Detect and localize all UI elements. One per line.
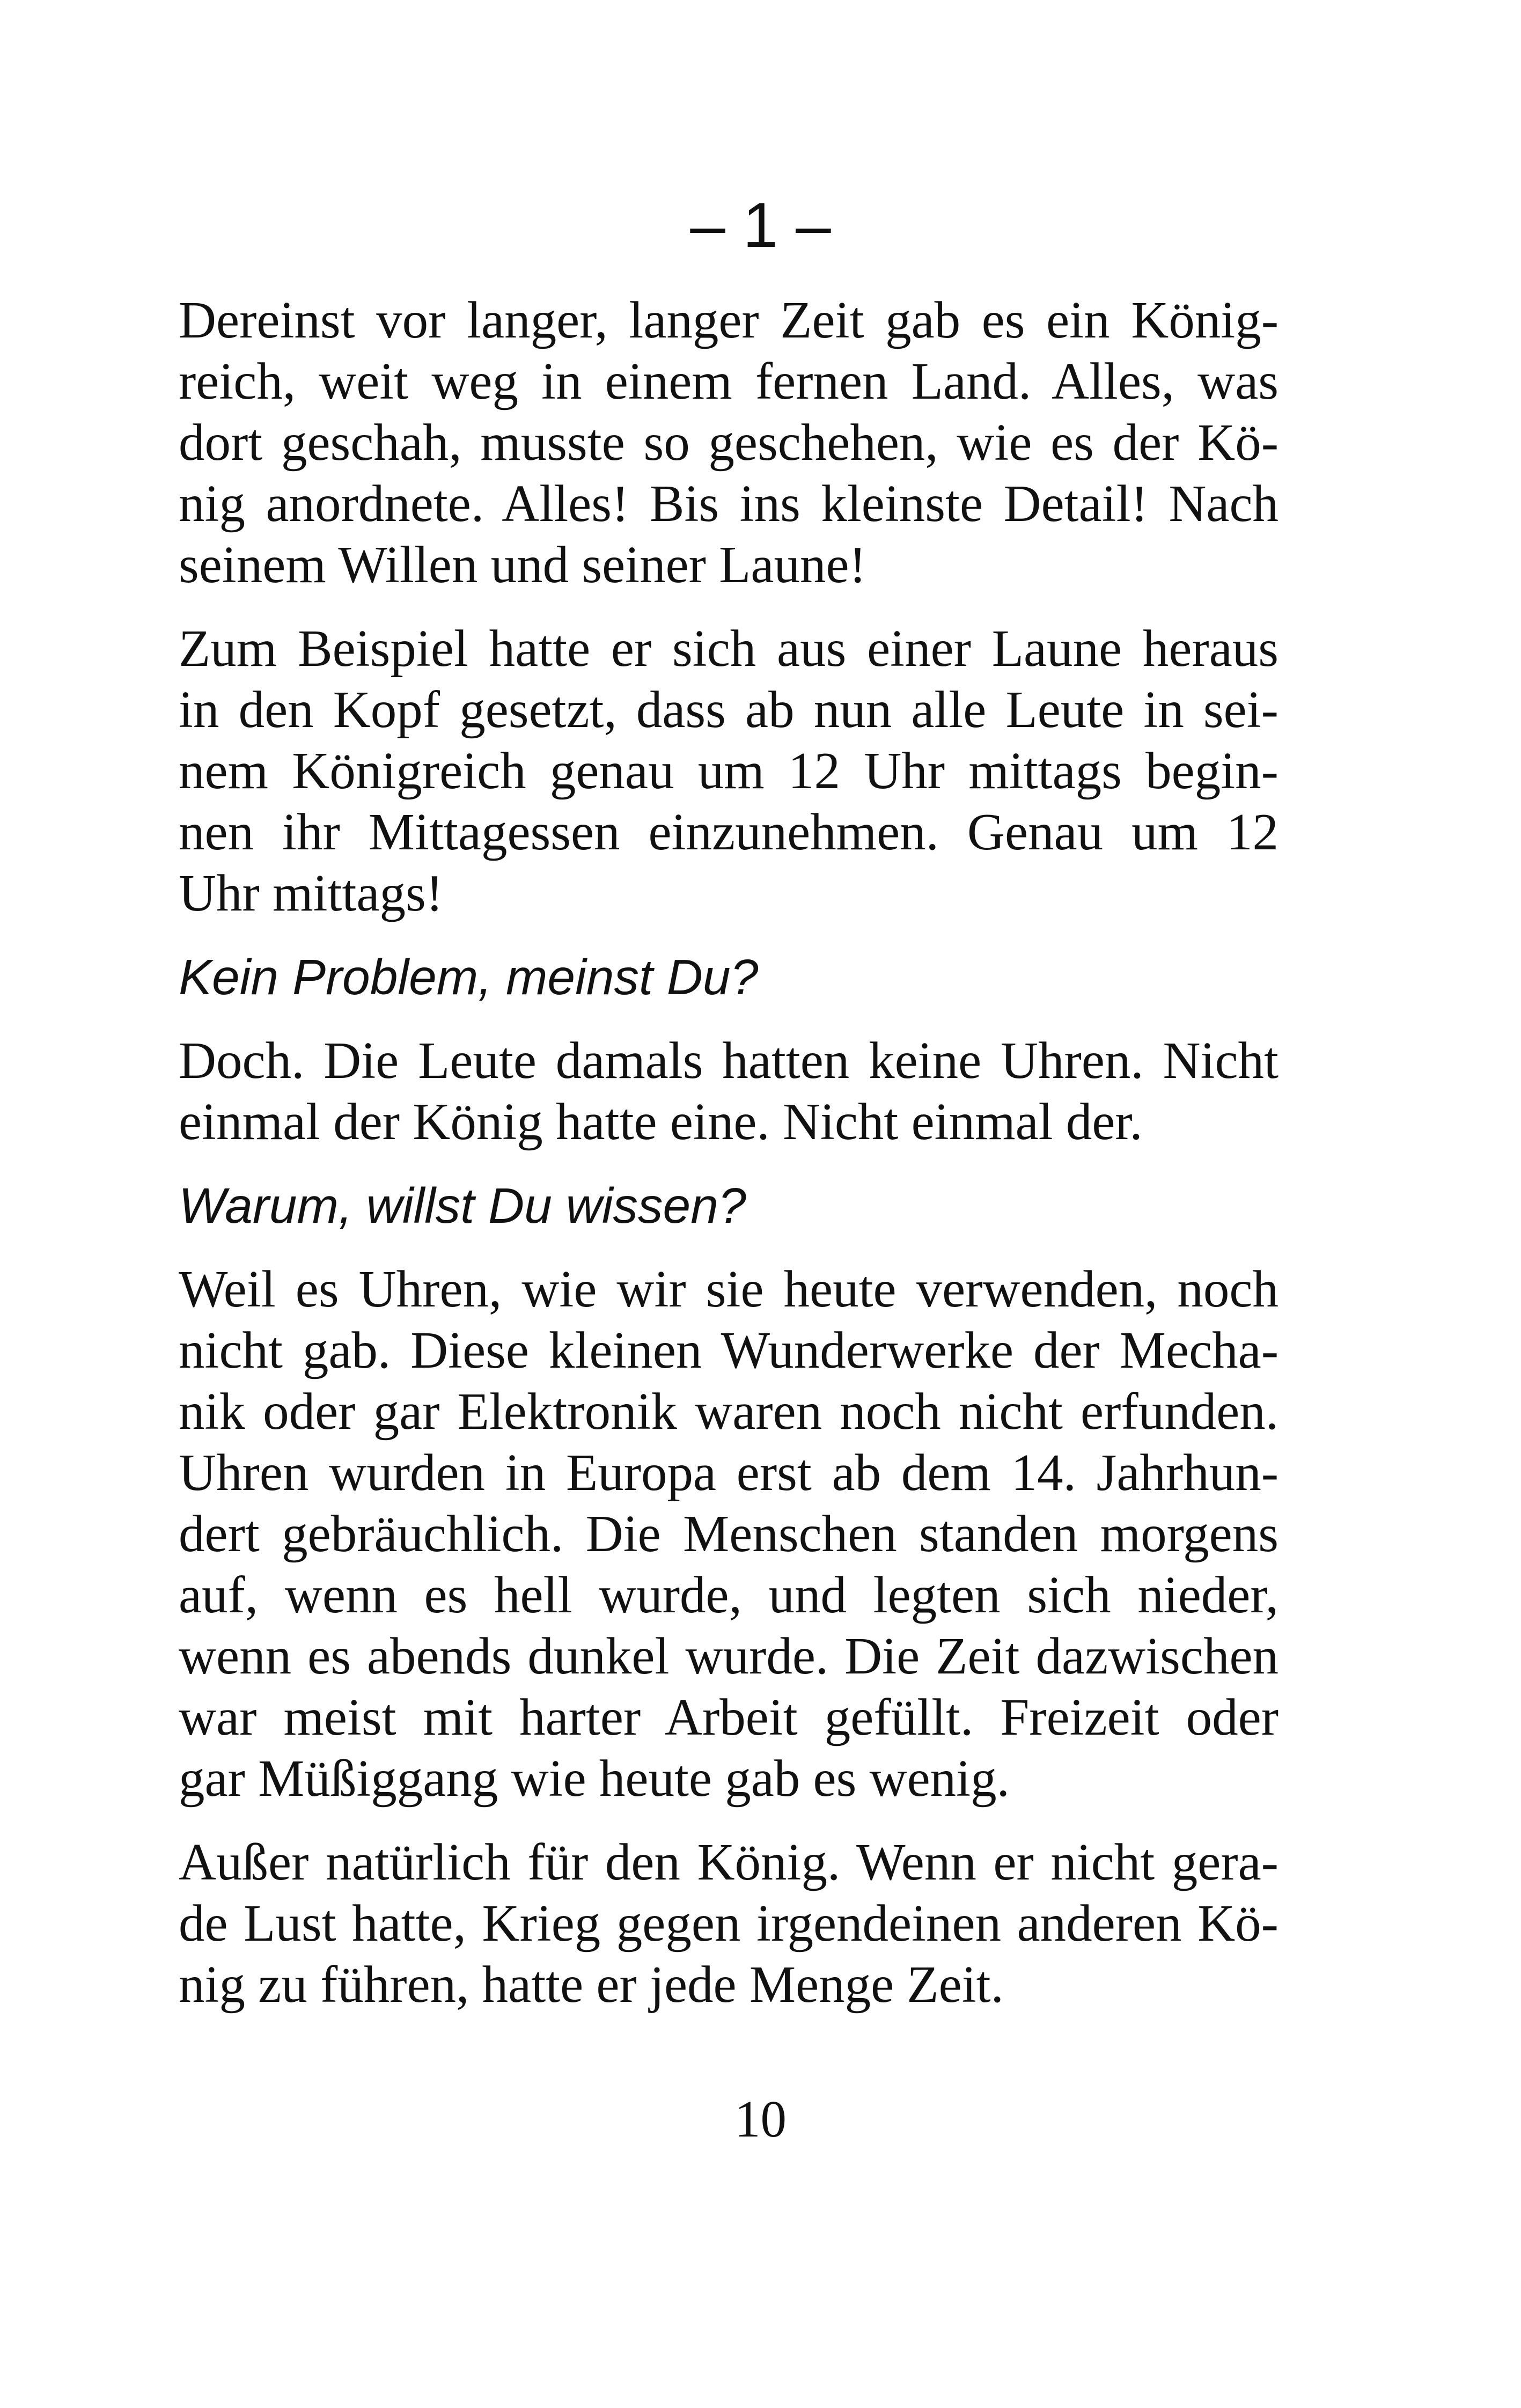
text-line: dort geschah, musste so geschehen, wie es der Kö- — [179, 414, 1278, 471]
chapter-text — [179, 290, 1278, 2038]
paragraph — [179, 1832, 1278, 2015]
chapter-heading: – 1 – — [690, 190, 831, 261]
text-line: de Lust hatte, Krieg gegen irgendeinen anderen Kö- — [179, 1895, 1278, 1952]
text-line: nik oder gar Elektronik waren noch nicht erfunden. — [179, 1383, 1278, 1440]
text-line: Uhr mittags! — [179, 864, 444, 922]
text-line: Warum, willst Du wissen? — [179, 1178, 746, 1234]
text-line: Dereinst vor langer, langer Zeit gab es ein König- — [179, 291, 1278, 349]
text-line: nig anordnete. Alles! Bis ins kleinste Detail! Nach — [179, 475, 1278, 532]
text-line: einmal der König hatte eine. Nicht einmal der. — [179, 1093, 1143, 1150]
text-line: nen ihr Mittagessen einzunehmen. Genau um 12 — [179, 803, 1278, 861]
question-paragraph — [179, 946, 1278, 1008]
text-line: nig zu führen, hatte er jede Menge Zeit. — [179, 1956, 1004, 2013]
text-line: Kein Problem, meinst Du? — [179, 949, 759, 1005]
text-line: seinem Willen und seiner Laune! — [179, 536, 866, 593]
text-line: dert gebräuchlich. Die Menschen standen morgens — [179, 1505, 1278, 1562]
text-line: auf, wenn es hell wurde, und legten sich nieder, — [179, 1566, 1278, 1624]
text-line: nicht gab. Diese kleinen Wunderwerke der Mecha- — [179, 1322, 1278, 1379]
text-line: Außer natürlich für den König. Wenn er nicht gera- — [179, 1833, 1278, 1891]
text-line: Weil es Uhren, wie wir sie heute verwenden, noch — [179, 1260, 1278, 1318]
paragraph — [179, 618, 1278, 924]
question-paragraph — [179, 1175, 1278, 1236]
text-line: Zum Beispiel hatte er sich aus einer Laune heraus — [179, 620, 1278, 677]
text-line: reich, weit weg in einem fernen Land. Alles, was — [179, 353, 1278, 410]
text-line: nem Königreich genau um 12 Uhr mittags begin- — [179, 742, 1278, 799]
text-line: Doch. Die Leute damals hatten keine Uhren. Nicht — [179, 1032, 1278, 1089]
text-line: gar Müßiggang wie heute gab es wenig. — [179, 1750, 1010, 1807]
page-number: 10 — [734, 2090, 787, 2148]
text-line: wenn es abends dunkel wurde. Die Zeit dazwischen — [179, 1627, 1278, 1685]
paragraph — [179, 290, 1278, 596]
text-line: Uhren wurden in Europa erst ab dem 14. Jahrhun- — [179, 1444, 1278, 1501]
text-line: war meist mit harter Arbeit gefüllt. Freizeit oder — [179, 1688, 1278, 1746]
text-line: in den Kopf gesetzt, dass ab nun alle Leute in sei- — [179, 681, 1278, 738]
paragraph — [179, 1259, 1278, 1809]
paragraph — [179, 1030, 1278, 1152]
